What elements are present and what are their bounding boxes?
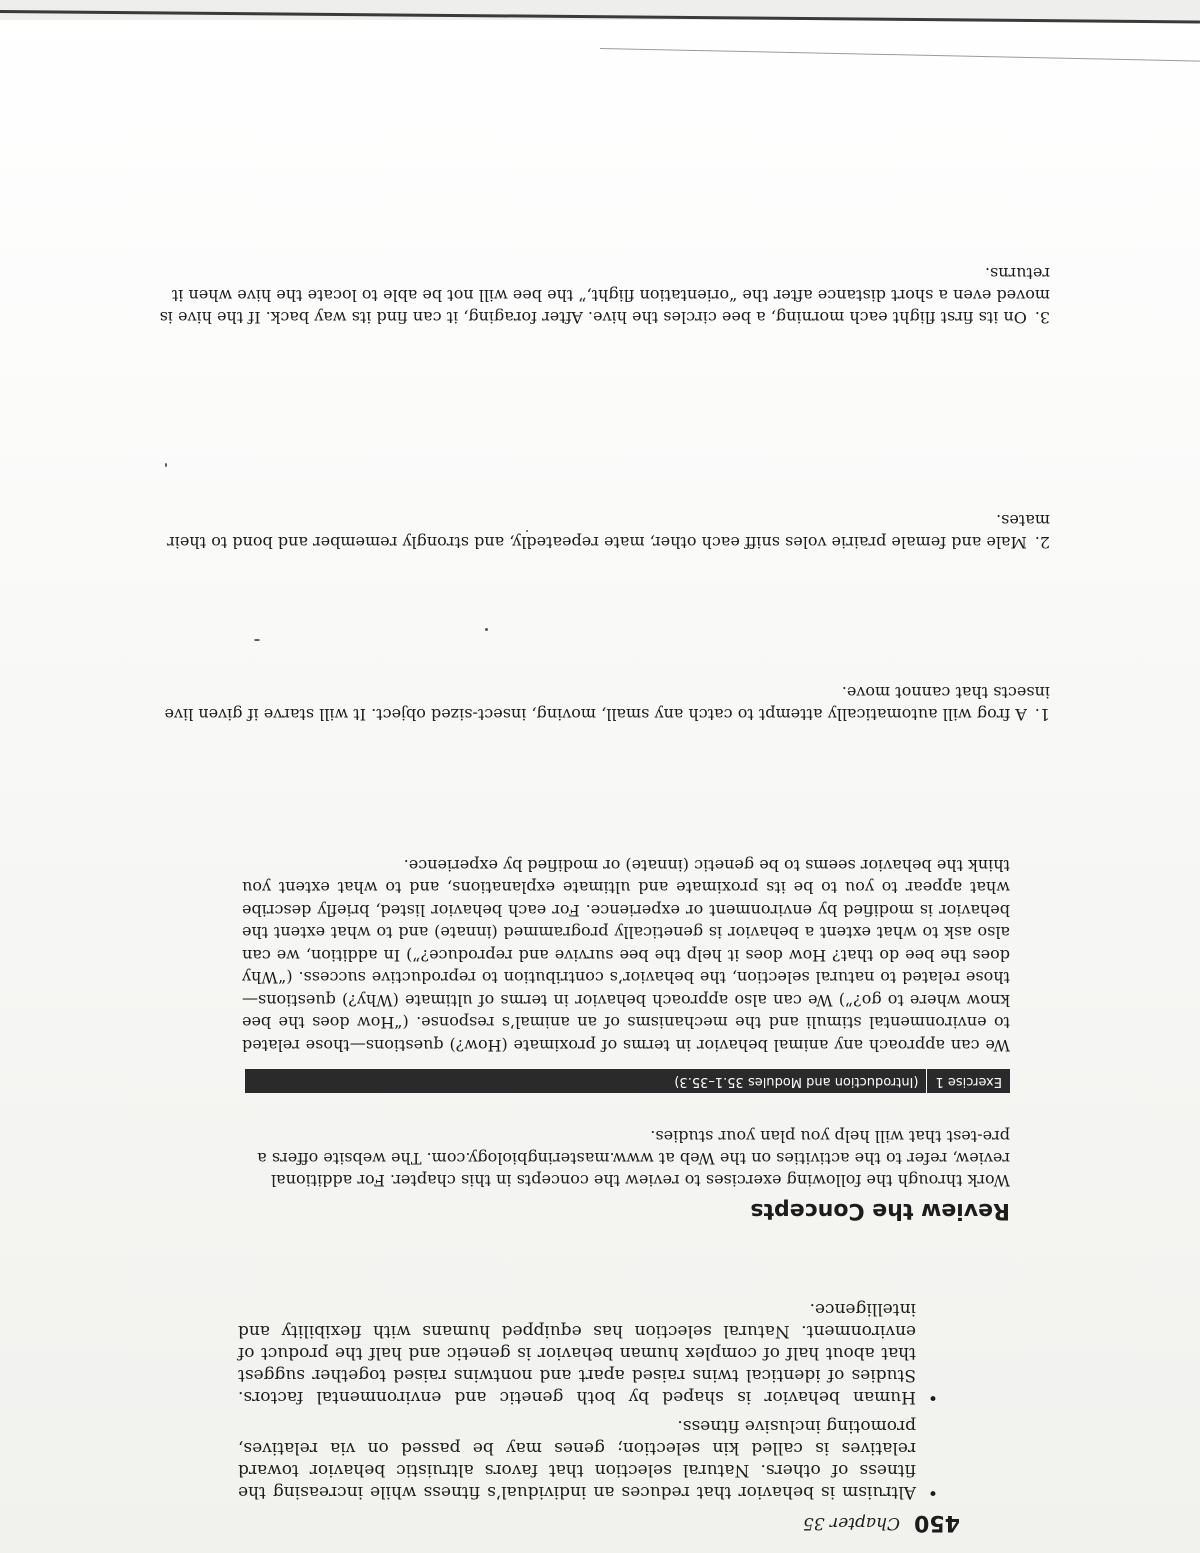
exercise-header-bar <box>245 1069 1010 1093</box>
exercise-label: Exercise 1 <box>927 1069 1011 1093</box>
question-number: 2. <box>1034 533 1050 552</box>
question-item <box>138 681 1050 725</box>
question-number: 1. <box>1034 705 1050 724</box>
bullet-text: Altruism is behavior that reduces an individual’s fitness while increasing the fitness of others. Natural selection that favors altruistic behavior toward relatives is called kin selection; genes may be passed on via relatives, promoting inclusive fitness. <box>238 1416 916 1502</box>
exercise-subtitle: (Introduction and Modules 35.1–35.3) <box>674 1074 919 1089</box>
scan-speck <box>485 628 488 631</box>
question-item <box>138 262 1050 328</box>
bullet-text: Human behavior is shaped by both genetic and environmental factors. Studies of identical twins raised apart and nontwins raised together suggest that about half of complex human behavior is genetic and half the product of environment. Natural selection has equipped humans with flexibility and intelligence. <box>238 1299 916 1407</box>
bullet-icon: • <box>927 1482 938 1502</box>
page-number: 450 <box>914 1510 960 1535</box>
summary-bullet <box>238 1298 938 1408</box>
review-intro-paragraph: Work through the following exercises to review the concepts in this chapter. For additional review, refer to the activities on the Web at www.masteringbiology.com. The website offers a pre-test that will help you plan your studies. <box>257 1127 1010 1190</box>
section-heading: Review the Concepts <box>750 1198 1010 1223</box>
scan-speck <box>526 530 528 532</box>
summary-bullet <box>238 1415 938 1503</box>
exercise-instructions: We can approach any animal behavior in terms of proximate (How?) questions—those related to environmental stimuli and the mechanisms of an animal’s response. (“How does the bee know where to go?”) We can also approach behavior in terms of ultimate (Why?) questions—those related to natural selection, the behavior’s contribution to reproductive success. (“Why does the bee do that? How does it help the bee survive and reproduce?”) In addition, we can also ask to what extent a behavior is genetically programmed (innate) and to what extent the behavior is modified by environment or experience. For each behavior listed, briefly describe what appear to you to be its proximate and ultimate explanations, and to what extent you think the behavior seems to be genetic (innate) or modified by experience. <box>242 856 1010 1055</box>
chapter-label: Chapter 35 <box>802 1513 900 1533</box>
bullet-icon: • <box>927 1387 938 1407</box>
scan-speck <box>254 639 260 641</box>
question-number: 3. <box>1034 308 1050 327</box>
question-text: A frog will automatically attempt to catch any small, moving, insect-sized object. It will starve if given live insects that cannot move. <box>164 683 1050 724</box>
summary-bullet-list <box>238 1291 938 1503</box>
scan-speck <box>165 463 167 467</box>
question-text: On its first flight each morning, a bee circles the hive. After foraging, it can find its way back. If the hive is moved even a short distance after the “orientation flight,” the bee will not be able to locate the hive when it returns. <box>159 264 1050 327</box>
question-text: Male and female prairie voles sniff each other, mate repeatedly, and strongly remember and bond to their mates. <box>167 511 1050 552</box>
question-item <box>138 509 1050 553</box>
